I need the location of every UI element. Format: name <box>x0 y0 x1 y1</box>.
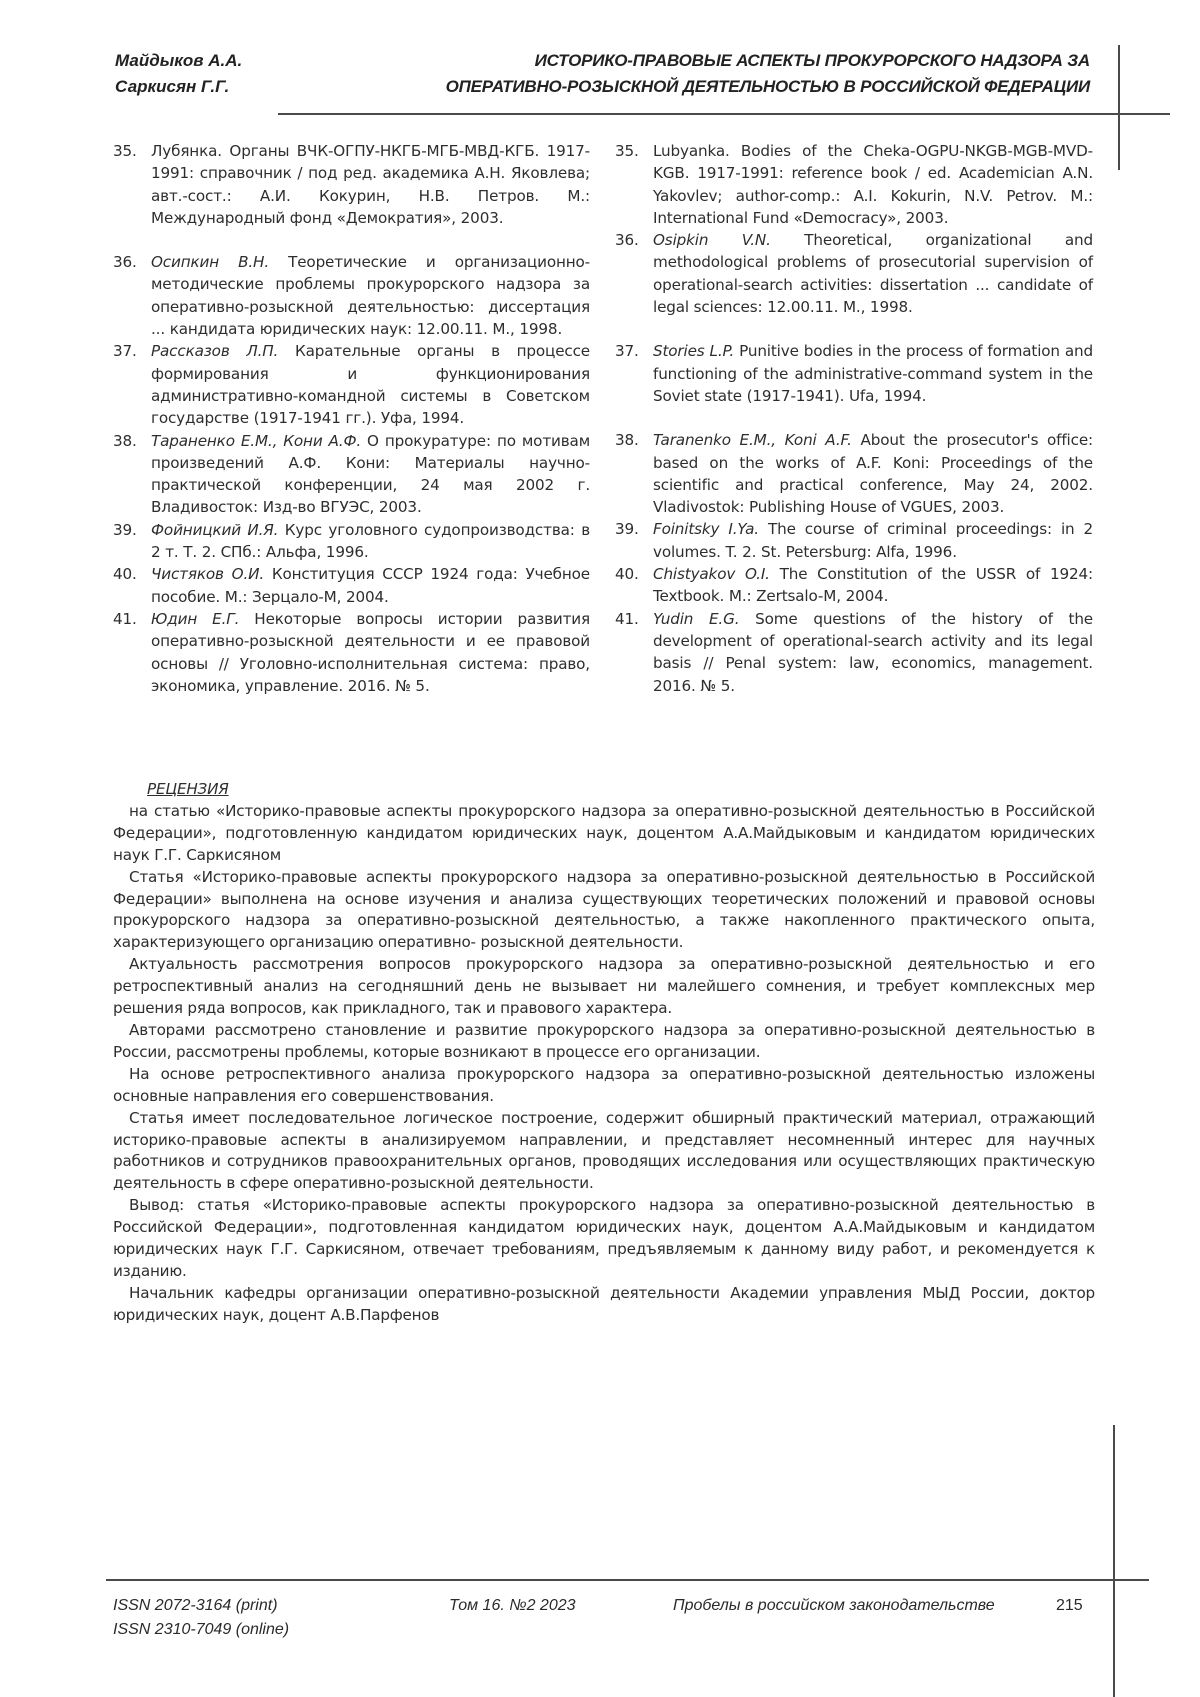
review-paragraph: на статью «Историко-правовые аспекты прокурорского надзора за оперативно-розыскной деятельностью в Российской Федерации», подготовленную кандидатом юридических наук, доцентом А.А.Майдыковым и кандидатом юридических наук Г.Г. Саркисяном <box>113 801 1095 864</box>
reference-number: 35. <box>113 142 137 160</box>
review-paragraph: Авторами рассмотрено становление и развитие прокурорского надзора за оперативно-розыскной деятельностью в России, рассмотрены проблемы, которые возникают в процессе его организации. <box>113 1020 1095 1061</box>
reference-number: 36. <box>113 253 137 272</box>
reference-item <box>615 518 1093 563</box>
reference-number: 41. <box>113 609 137 628</box>
reference-item <box>113 608 590 697</box>
running-head-authors <box>115 48 242 100</box>
reference-item <box>113 519 590 564</box>
reference-item <box>615 229 1093 318</box>
reference-item <box>113 251 590 340</box>
reference-number: 37. <box>615 342 639 361</box>
references-russian <box>113 140 590 697</box>
reference-item <box>113 563 590 608</box>
reference-item <box>615 140 1093 229</box>
issn-print: ISSN 2072-3164 (print) <box>113 1597 278 1614</box>
header-vertical-rule <box>1118 45 1120 170</box>
reference-text: Lubyanka. Bodies of the Cheka-OGPU-NKGB-MGB-MVD-KGB. 1917-1991: reference book / ed. Academician A.N. Yakovlev; author-comp.: A.I. Kokurin, N.V. Petrov. M.: International Fund «Democracy», 2003. <box>653 142 1093 227</box>
review-paragraph: Актуальность рассмотрения вопросов прокурорского надзора за оперативно-розыскной деятельностью и его ретроспективный анализ на сегодняшний день не вызывает ни малейшего сомнения, и требует комплексных мер решения ряда вопросов, как прикладного, так и правового характера. <box>113 955 1095 1018</box>
author-1: Майдыков А.А. <box>115 51 243 70</box>
issn-online: ISSN 2310-7049 (online) <box>113 1621 290 1638</box>
review-title: РЕЦЕНЗИЯ <box>147 780 229 798</box>
reference-number: 40. <box>615 565 639 584</box>
reference-text: The Constitution of the USSR of 1924: Textbook. M.: Zertsalo-M, 2004. <box>653 565 1093 606</box>
issn-block <box>113 1594 289 1642</box>
reference-text: О прокуратуре: по мотивам произведений А.Ф. Кони: Материалы научно-практической конференции, 24 мая 2002 г. Владивосток: Изд-во ВГУЭС, 2003. <box>151 431 590 517</box>
review-paragraph: Статья «Историко-правовые аспекты прокурорского надзора за оперативно-розыскной деятельностью в Российской Федерации» выполнена на основе изучения и анализа существующих теоретических положений и правовой основы прокурорского надзора за оперативно-розыскной деятельностью, а также накопленного практического опыта, характеризующего организацию оперативно- розыскной деятельности. <box>113 867 1095 952</box>
reference-author: Рассказов Л.П. <box>151 342 279 361</box>
reference-text: Некоторые вопросы истории развития оперативно-розыскной деятельности и ее правовой основы // Уголовно-исполнительная система: право, экономика, управление. 2016. № 5. <box>151 609 591 695</box>
running-head-title <box>330 48 1090 100</box>
reference-text: About the prosecutor's office: based on the works of A.F. Koni: Proceedings of the scientific and practical conference, May 24, 2002. Vladivostok: Publishing House of VGUES, 2003. <box>653 431 1093 517</box>
reference-number: 35. <box>615 142 639 160</box>
header-underline-rule <box>278 113 1108 115</box>
reference-author: Юдин Е.Г. <box>151 609 240 628</box>
reference-item <box>113 340 590 429</box>
review-section <box>113 779 1095 1327</box>
reference-number: 38. <box>615 431 639 450</box>
reference-number: 37. <box>113 342 137 361</box>
references-english <box>615 140 1093 697</box>
author-2: Саркисян Г.Г. <box>115 77 230 96</box>
reference-author: Foinitsky I.Ya. <box>653 520 759 539</box>
reference-item <box>615 429 1093 518</box>
title-line-2: ОПЕРАТИВНО-РОЗЫСКНОЙ ДЕЯТЕЛЬНОСТЬЮ В РОССИЙСКОЙ ФЕДЕРАЦИИ <box>445 77 1090 96</box>
reference-text: Some questions of the history of the development of operational-search activity and its legal basis // Penal system: law, economics, management. 2016. № 5. <box>653 609 1093 695</box>
reference-number: 36. <box>615 231 639 250</box>
reference-item <box>615 563 1093 608</box>
reference-item <box>113 430 590 519</box>
reference-number: 39. <box>113 520 137 539</box>
reference-item <box>113 140 590 229</box>
reference-item <box>615 340 1093 407</box>
footer-vertical-rule <box>1113 1425 1115 1697</box>
reference-number: 40. <box>113 565 137 584</box>
reference-number: 39. <box>615 520 639 539</box>
reference-author: Осипкин В.Н. <box>151 253 270 272</box>
reference-author: Фойницкий И.Я. <box>151 520 279 539</box>
reference-text: Карательные органы в процессе формирования и функционирования административно-командной системы в Советском государстве (1917-1941 гг.). Уфа, 1994. <box>151 342 590 428</box>
title-line-1: ИСТОРИКО-ПРАВОВЫЕ АСПЕКТЫ ПРОКУРОРСКОГО НАДЗОРА ЗА <box>534 51 1090 70</box>
reference-text: The course of criminal proceedings: in 2 volumes. T. 2. St. Petersburg: Alfa, 1996. <box>653 520 1093 561</box>
reference-text: Punitive bodies in the process of formation and functioning of the administrative-command system in the Soviet state (1917-1941). Ufa, 1994. <box>653 342 1093 405</box>
journal-name: Пробелы в российском законодательстве <box>673 1597 995 1614</box>
reference-text: Theoretical, organizational and methodological problems of prosecutorial supervision of operational-search activities: dissertation ... candidate of legal sciences: 12.00.11. M., 1998. <box>653 231 1093 317</box>
reference-author: Chistyakov O.I. <box>653 565 770 584</box>
reference-text: Теоретические и организационно-методические проблемы прокурорского надзора за оперативно-розыскной деятельностью: диссертация ... кандидата юридических наук: 12.00.11. М., 1998. <box>151 253 590 339</box>
reference-author: Osipkin V.N. <box>653 231 771 250</box>
reference-text: Конституция СССР 1924 года: Учебное пособие. М.: Зерцало-М, 2004. <box>151 565 590 606</box>
reference-author: Тараненко Е.М., Кони А.Ф. <box>151 431 362 450</box>
reference-text: Курс уголовного судопроизводства: в 2 т. Т. 2. СПб.: Альфа, 1996. <box>151 520 590 562</box>
review-signature: Начальник кафедры организации оперативно-розыскной деятельности Академии управления МЫД России, доктор юридических наук, доцент А.В.Парфенов <box>113 1283 1095 1324</box>
review-paragraph: Статья имеет последовательное логическое построение, содержит обширный практический материал, отражающий историко-правовые аспекты в анализируемом направлении, и представляет несомненный интерес для научных работников и сотрудников правоохранительных органов, проводящих исследования или осуществляющих практическую деятельность в сфере оперативно-розыскной деятельности. <box>113 1108 1095 1193</box>
review-paragraph: Вывод: статья «Историко-правовые аспекты прокурорского надзора за оперативно-розыскной деятельностью в Российской Федерации», подготовленная кандидатом юридических наук, доцентом А.А.Майдыковым и кандидатом юридических наук Г.Г. Саркисяном, отвечает требованиям, предъявляемым к данному виду работ, и рекомендуется к изданию. <box>113 1196 1095 1280</box>
volume-issue: Том 16. №2 2023 <box>449 1597 576 1614</box>
reference-author: Yudin E.G. <box>653 609 740 628</box>
reference-author: Чистяков О.И. <box>151 565 265 584</box>
reference-author: Stories L.P. <box>653 342 735 361</box>
reference-item <box>615 608 1093 697</box>
footer-horizontal-rule <box>106 1579 1149 1581</box>
reference-number: 41. <box>615 609 639 628</box>
page-number: 215 <box>1056 1597 1083 1614</box>
reference-text: Лубянка. Органы ВЧК-ОГПУ-НКГБ-МГБ-МВД-КГБ. 1917-1991: справочник / под ред. академика А.Н. Яковлева; авт.-сост.: А.И. Кокурин, Н.В. Петров. М.: Международный фонд «Демократия», 2003. <box>151 142 590 227</box>
reference-number: 38. <box>113 431 137 450</box>
reference-author: Taranenko E.M., Koni A.F. <box>653 431 852 450</box>
review-paragraph: На основе ретроспективного анализа прокурорского надзора за оперативно-розыскной деятельностью изложены основные направления его совершенствования. <box>113 1064 1095 1105</box>
